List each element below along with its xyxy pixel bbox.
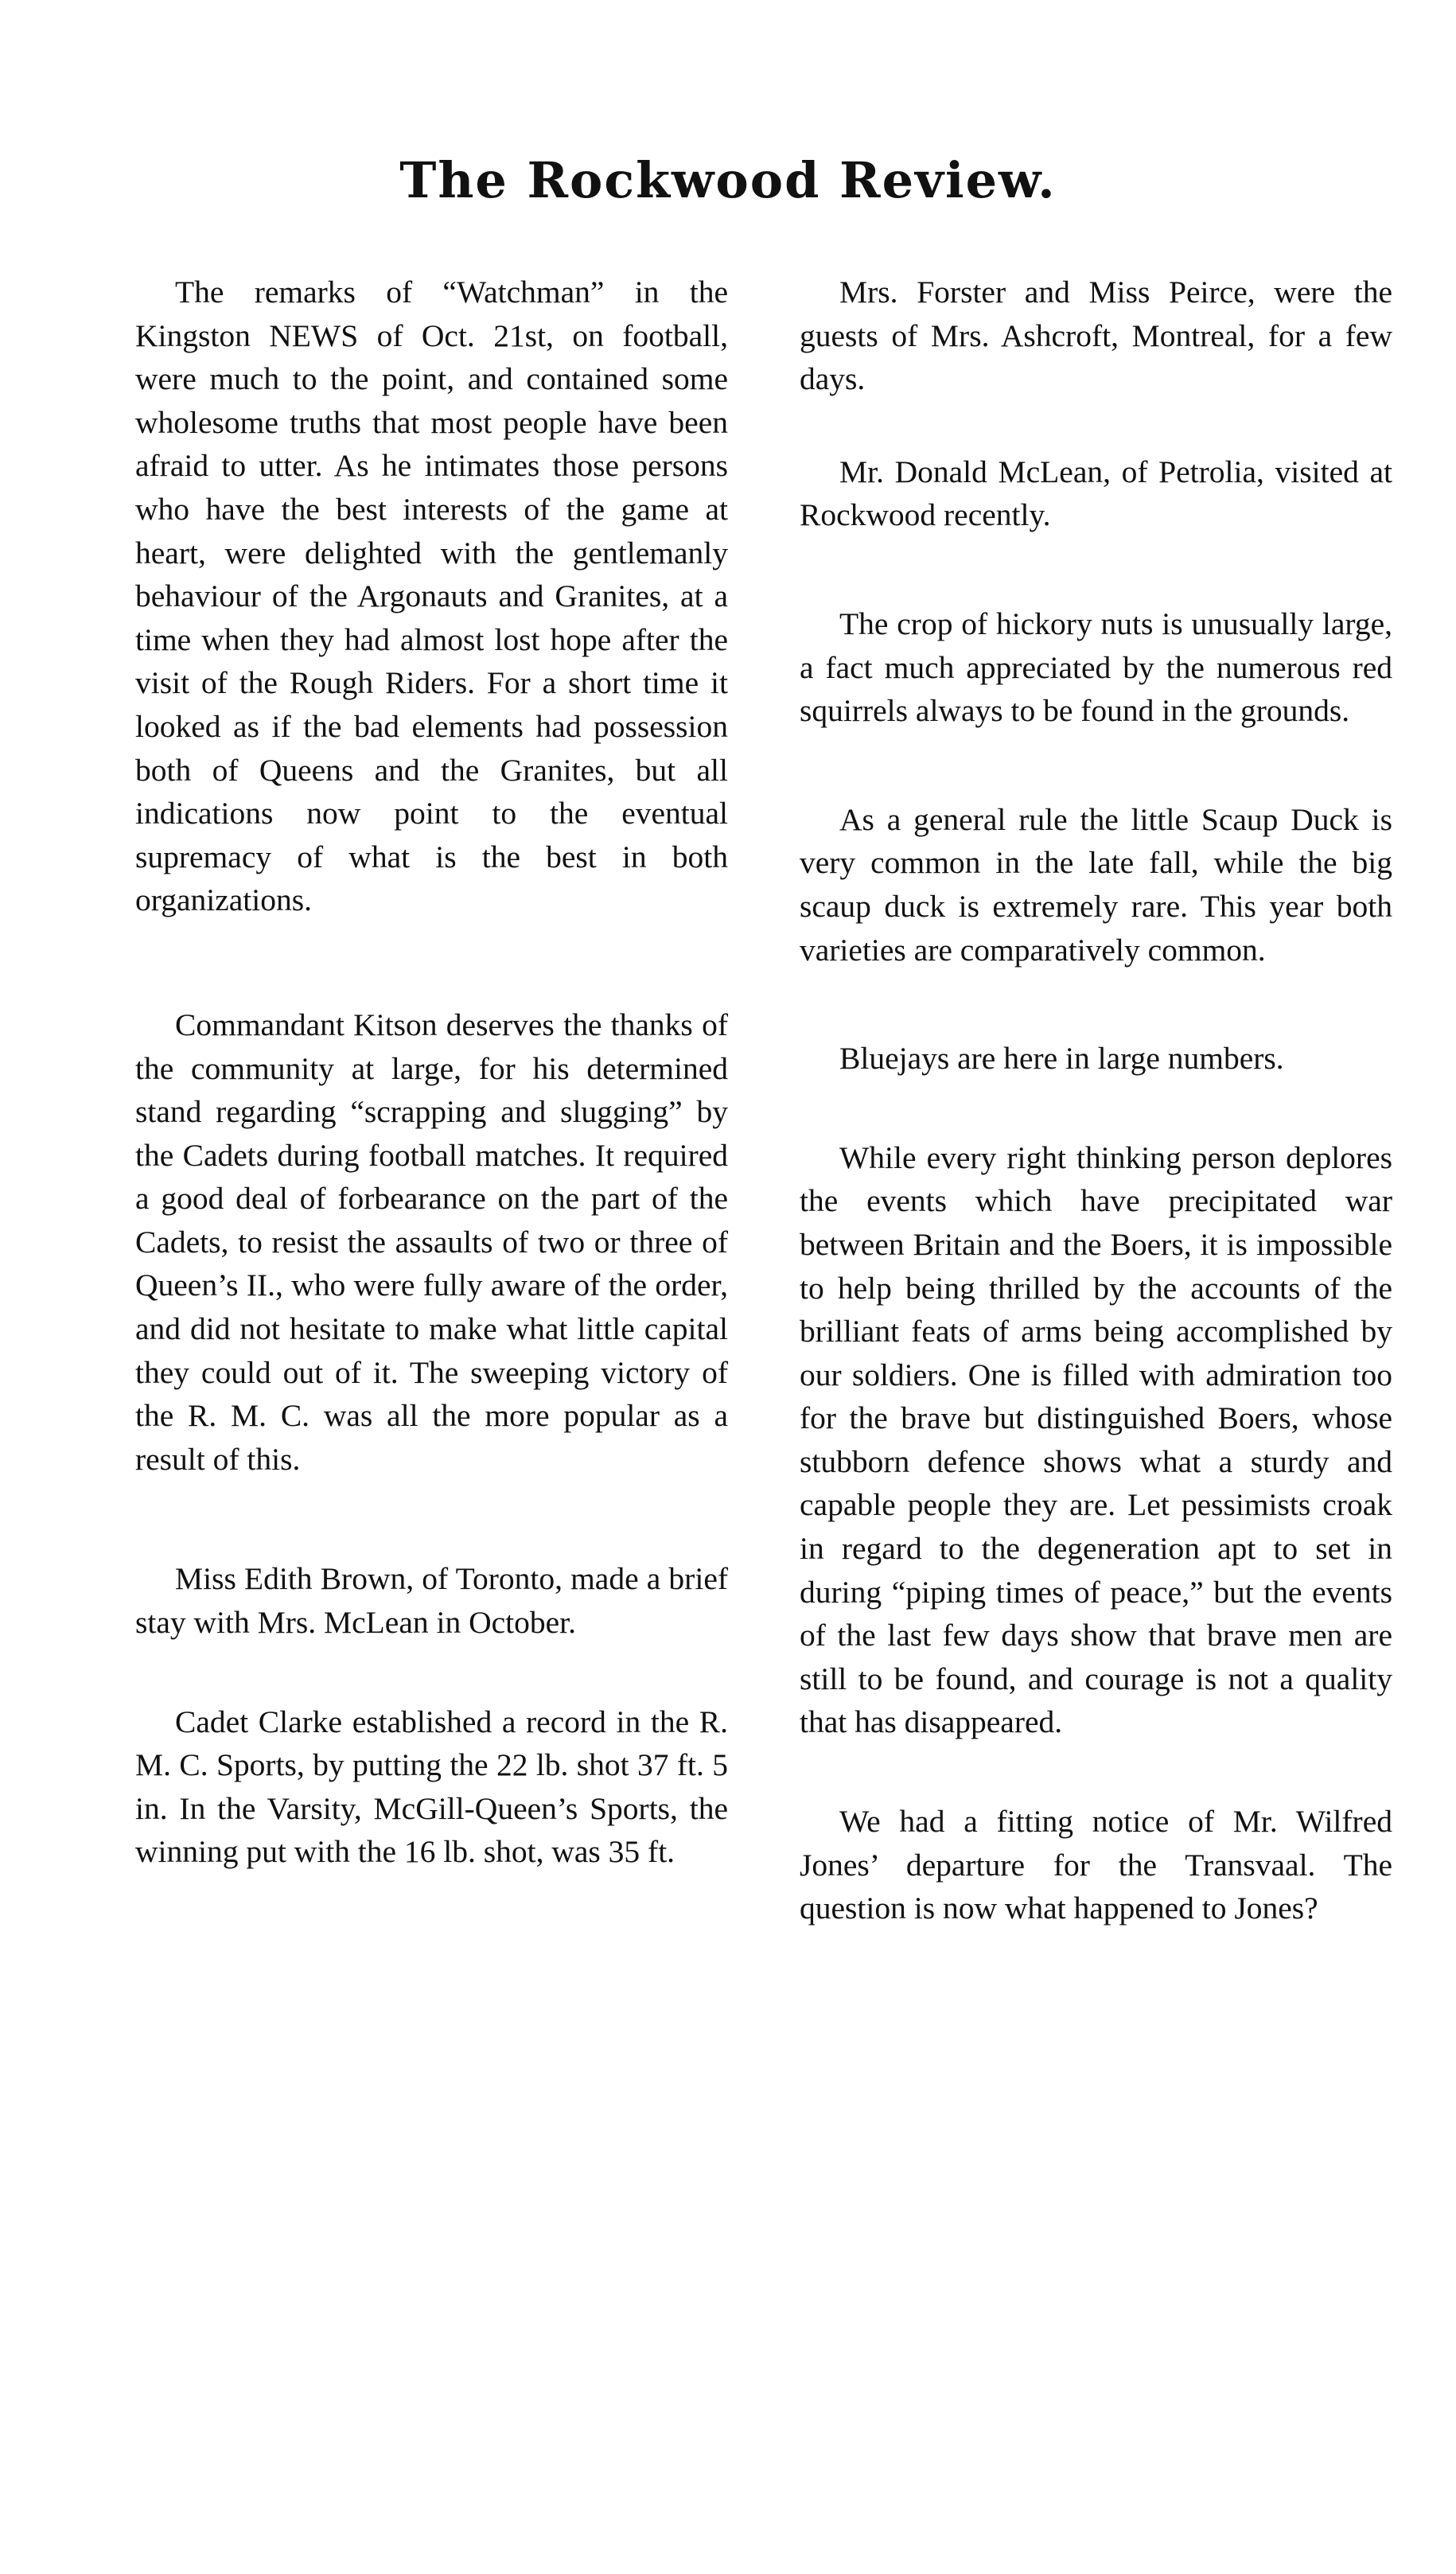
paragraph-forster-peirce: Mrs. Forster and Miss Peirce, were the guests of Mrs. Ashcroft, Montreal, for a few days. (800, 275, 1392, 397)
paragraph-edith-brown: Miss Edith Brown, of Toronto, made a brief stay with Mrs. McLean in October. (135, 1561, 728, 1641)
paragraph-war-boers: While every right thinking person deplores the events which have precipitated war between Britain and the Boers, it is impossible to help being thrilled by the accounts of the brilliant feats of arms being accomplished by our soldiers. One is filled with admiration too for the brave but distinguished Boers, whose stubborn defence shows what a sturdy and capable people they are. Let pessimists croak in regard to the degeneration apt to set in during “piping times of peace,” but the events of the last few days show that brave men are still to be found, and courage is not a quality that has disappeared. (800, 1139, 1392, 1740)
right-column (800, 271, 1392, 1930)
page-title: The Rockwood Review. (399, 151, 1057, 209)
paragraph-hickory-nuts: The crop of hickory nuts is unusually large, a fact much appreciated by the numerous red squirrels always to be found in the grounds. (800, 606, 1392, 729)
paragraph-football-remarks: The remarks of “Watchman” in the Kingston NEWS of Oct. 21st, on football, were much to the point, and contained some wholesome truths that most people have been afraid to utter. As he intimates those persons who have the best interests of the game at heart, were delighted with the gentlemanly behaviour of the Argonauts and Granites, at a time when they had almost lost hope after the visit of the Rough Riders. For a short time it looked as if the bad elements had possession both of Queens and the Granites, but all indications now point to the eventual supremacy of what is the best in both organizations. (135, 275, 728, 918)
left-column (135, 271, 728, 1874)
paragraph-commandant-kitson: Commandant Kitson deserves the thanks of the community at large, for his determined stand regarding “scrapping and slugging” by the Cadets during football matches. It required a good deal of forbearance on the part of the Cadets, to resist the assaults of two or three of Queen’s II., who were fully aware of the order, and did not hesitate to make what little capital they could out of it. The sweeping victory of the R. M. C. was all the more popular as a result of this. (135, 1007, 728, 1477)
paragraph-bluejays: Bluejays are here in large numbers. (839, 1041, 1284, 1077)
paragraph-donald-mclean: Mr. Donald McLean, of Petrolia, visited at Rockwood recently. (800, 454, 1392, 533)
paragraph-scaup-duck: As a general rule the little Scaup Duck is very common in the late fall, while the big scaup duck is extremely rare. This year both varieties are comparatively common. (800, 801, 1392, 968)
paragraph-cadet-clarke: Cadet Clarke established a record in the R. M. C. Sports, by putting the 22 lb. shot 37 ft. 5 in. In the Varsity, McGill-Queen’s Sports, the winning put with the 16 lb. shot, was 35 ft. (135, 1704, 728, 1870)
paragraph-wilfred-jones: We had a fitting notice of Mr. Wilfred Jones’ departure for the Transvaal. The question is now what happened to Jones? (800, 1804, 1392, 1926)
